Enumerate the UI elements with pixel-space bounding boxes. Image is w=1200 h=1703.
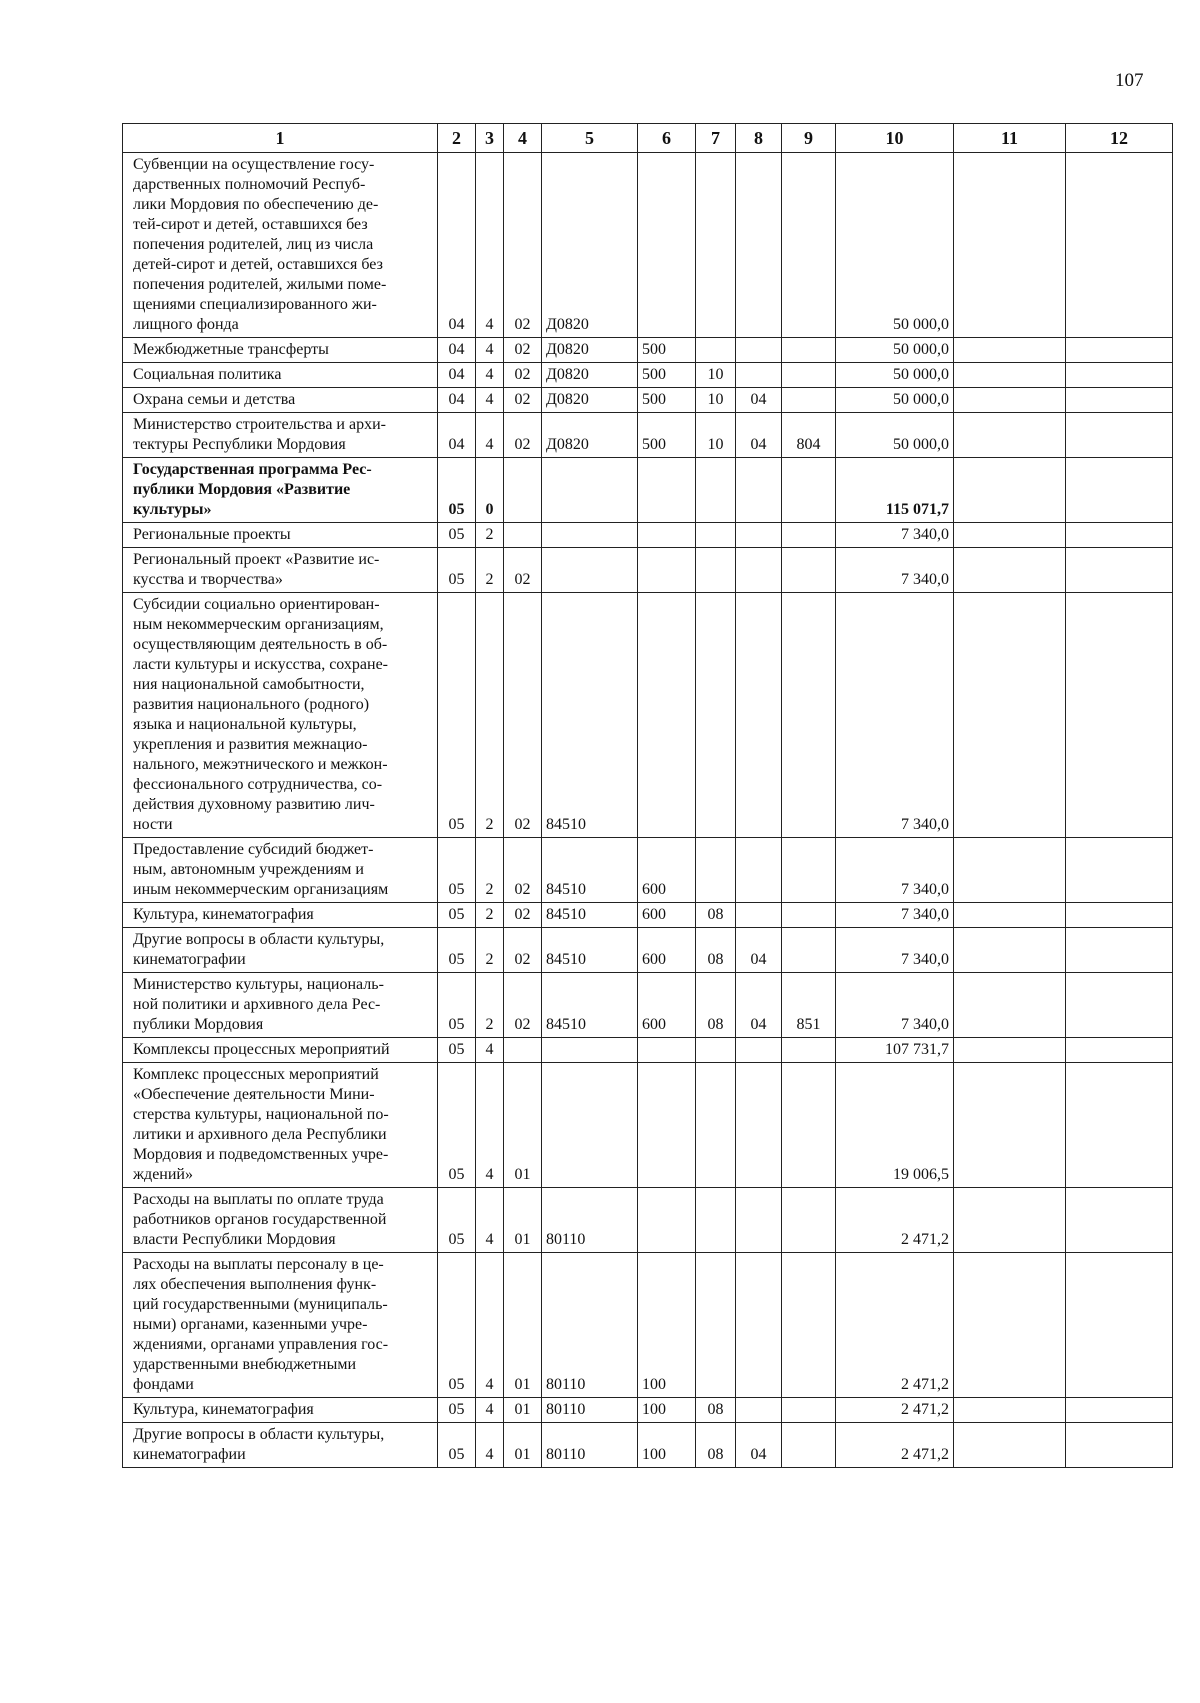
row-name: Государственная программа Рес- публики Мордовия «Развитие культуры» <box>123 458 438 523</box>
column-header: 1 <box>123 124 438 153</box>
cell-c10: 50 000,0 <box>836 363 954 388</box>
cell-c11 <box>954 1188 1066 1253</box>
cell-c7 <box>696 593 736 838</box>
cell-c8 <box>736 1188 782 1253</box>
cell-c7: 08 <box>696 1398 736 1423</box>
cell-c9 <box>782 1253 836 1398</box>
cell-c10: 7 340,0 <box>836 973 954 1038</box>
table-body <box>123 153 1173 1468</box>
cell-c9 <box>782 458 836 523</box>
cell-c12 <box>1066 153 1173 338</box>
cell-c5: 84510 <box>542 973 638 1038</box>
column-header: 11 <box>954 124 1066 153</box>
cell-c7: 10 <box>696 413 736 458</box>
cell-c9 <box>782 153 836 338</box>
cell-c9 <box>782 1423 836 1468</box>
cell-c12 <box>1066 1423 1173 1468</box>
cell-c3: 4 <box>476 1423 504 1468</box>
cell-c12 <box>1066 593 1173 838</box>
row-name: Другие вопросы в области культуры, кинематографии <box>123 928 438 973</box>
cell-c6: 600 <box>638 903 696 928</box>
cell-c5: Д0820 <box>542 363 638 388</box>
cell-c10: 7 340,0 <box>836 928 954 973</box>
table-row <box>123 338 1173 363</box>
cell-c6 <box>638 1188 696 1253</box>
cell-c11 <box>954 388 1066 413</box>
cell-c4: 02 <box>504 548 542 593</box>
cell-c9 <box>782 1038 836 1063</box>
cell-c12 <box>1066 1063 1173 1188</box>
cell-c6: 600 <box>638 928 696 973</box>
cell-c7 <box>696 1038 736 1063</box>
cell-c5: 80110 <box>542 1423 638 1468</box>
cell-c6 <box>638 458 696 523</box>
column-header: 5 <box>542 124 638 153</box>
cell-c2: 05 <box>438 928 476 973</box>
column-header: 10 <box>836 124 954 153</box>
cell-c4: 02 <box>504 388 542 413</box>
cell-c5: 84510 <box>542 838 638 903</box>
cell-c12 <box>1066 413 1173 458</box>
cell-c5 <box>542 1038 638 1063</box>
cell-c2: 05 <box>438 523 476 548</box>
cell-c12 <box>1066 928 1173 973</box>
cell-c2: 05 <box>438 973 476 1038</box>
cell-c8 <box>736 338 782 363</box>
cell-c3: 2 <box>476 838 504 903</box>
cell-c2: 05 <box>438 1063 476 1188</box>
cell-c10: 50 000,0 <box>836 338 954 363</box>
cell-c2: 05 <box>438 838 476 903</box>
row-name: Субвенции на осуществление госу- дарственных полномочий Респуб- лики Мордовия по обеспечению де- тей-сирот и детей, оставшихся без попечения родителей, лиц из числа детей-сирот и детей, оставшихся без попечения родителей, жилыми поме- щениями специализированного жи- лищного фонда <box>123 153 438 338</box>
row-name: Министерство строительства и архи- тектуры Республики Мордовия <box>123 413 438 458</box>
cell-c3: 2 <box>476 548 504 593</box>
cell-c5: 80110 <box>542 1188 638 1253</box>
table-row <box>123 153 1173 338</box>
cell-c4 <box>504 458 542 523</box>
column-header: 9 <box>782 124 836 153</box>
cell-c6: 600 <box>638 973 696 1038</box>
cell-c4: 02 <box>504 593 542 838</box>
cell-c8: 04 <box>736 413 782 458</box>
cell-c12 <box>1066 1188 1173 1253</box>
cell-c10: 115 071,7 <box>836 458 954 523</box>
table-row <box>123 523 1173 548</box>
cell-c2: 04 <box>438 338 476 363</box>
cell-c3: 4 <box>476 1398 504 1423</box>
cell-c4: 02 <box>504 363 542 388</box>
cell-c12 <box>1066 1398 1173 1423</box>
cell-c12 <box>1066 388 1173 413</box>
cell-c6: 600 <box>638 838 696 903</box>
cell-c7 <box>696 523 736 548</box>
table-row <box>123 593 1173 838</box>
cell-c9 <box>782 363 836 388</box>
cell-c7 <box>696 338 736 363</box>
cell-c7 <box>696 1253 736 1398</box>
cell-c6 <box>638 548 696 593</box>
table-row <box>123 838 1173 903</box>
cell-c3: 4 <box>476 363 504 388</box>
table-row <box>123 928 1173 973</box>
cell-c11 <box>954 458 1066 523</box>
cell-c3: 2 <box>476 973 504 1038</box>
cell-c8 <box>736 1253 782 1398</box>
column-header: 6 <box>638 124 696 153</box>
cell-c10: 7 340,0 <box>836 593 954 838</box>
cell-c8 <box>736 548 782 593</box>
cell-c6: 500 <box>638 388 696 413</box>
cell-c6: 500 <box>638 338 696 363</box>
cell-c12 <box>1066 338 1173 363</box>
cell-c11 <box>954 973 1066 1038</box>
cell-c8 <box>736 1063 782 1188</box>
cell-c4: 02 <box>504 973 542 1038</box>
cell-c8: 04 <box>736 388 782 413</box>
cell-c6: 100 <box>638 1423 696 1468</box>
cell-c2: 05 <box>438 1398 476 1423</box>
cell-c8 <box>736 523 782 548</box>
table-row <box>123 1423 1173 1468</box>
cell-c12 <box>1066 838 1173 903</box>
cell-c2: 04 <box>438 388 476 413</box>
cell-c6 <box>638 593 696 838</box>
cell-c9 <box>782 593 836 838</box>
cell-c2: 05 <box>438 548 476 593</box>
cell-c7 <box>696 838 736 903</box>
row-name: Предоставление субсидий бюджет- ным, автономным учреждениям и иным некоммерческим организациям <box>123 838 438 903</box>
cell-c2: 04 <box>438 363 476 388</box>
cell-c11 <box>954 593 1066 838</box>
cell-c3: 4 <box>476 1063 504 1188</box>
cell-c5: 80110 <box>542 1253 638 1398</box>
cell-c9 <box>782 388 836 413</box>
cell-c8 <box>736 1038 782 1063</box>
cell-c5 <box>542 523 638 548</box>
cell-c12 <box>1066 973 1173 1038</box>
column-header: 4 <box>504 124 542 153</box>
cell-c9 <box>782 1398 836 1423</box>
row-name: Межбюджетные трансферты <box>123 338 438 363</box>
cell-c11 <box>954 153 1066 338</box>
cell-c11 <box>954 523 1066 548</box>
row-name: Расходы на выплаты по оплате труда работников органов государственной власти Республики Мордовия <box>123 1188 438 1253</box>
cell-c9 <box>782 903 836 928</box>
row-name: Субсидии социально ориентирован- ным некоммерческим организациям, осуществляющим деятельность в об- ласти культуры и искусства, сохране- ния национальной самобытности, развития национального (родного) языка и национальной культуры, укрепления и развития межнацио- нального, межэтнического и межкон- фессионального сотрудничества, со- действия духовному развитию лич- ности <box>123 593 438 838</box>
cell-c9: 804 <box>782 413 836 458</box>
cell-c9 <box>782 928 836 973</box>
cell-c8 <box>736 363 782 388</box>
cell-c3: 4 <box>476 1038 504 1063</box>
table-row <box>123 1398 1173 1423</box>
cell-c4: 02 <box>504 928 542 973</box>
cell-c12 <box>1066 363 1173 388</box>
cell-c11 <box>954 413 1066 458</box>
cell-c4: 01 <box>504 1398 542 1423</box>
cell-c6: 500 <box>638 363 696 388</box>
table-row <box>123 1253 1173 1398</box>
row-name: Комплекс процессных мероприятий «Обеспечение деятельности Мини- стерства культуры, национальной по- литики и архивного дела Республики Мордовия и подведомственных учре- ждений» <box>123 1063 438 1188</box>
cell-c6: 500 <box>638 413 696 458</box>
cell-c10: 2 471,2 <box>836 1398 954 1423</box>
cell-c9 <box>782 1063 836 1188</box>
cell-c6 <box>638 523 696 548</box>
cell-c11 <box>954 363 1066 388</box>
cell-c8 <box>736 153 782 338</box>
table-row <box>123 458 1173 523</box>
cell-c12 <box>1066 523 1173 548</box>
cell-c12 <box>1066 458 1173 523</box>
column-header: 7 <box>696 124 736 153</box>
cell-c3: 2 <box>476 523 504 548</box>
table-row <box>123 363 1173 388</box>
cell-c4: 02 <box>504 903 542 928</box>
cell-c11 <box>954 1253 1066 1398</box>
cell-c3: 0 <box>476 458 504 523</box>
cell-c3: 2 <box>476 593 504 838</box>
cell-c4: 01 <box>504 1423 542 1468</box>
cell-c5: 80110 <box>542 1398 638 1423</box>
cell-c10: 50 000,0 <box>836 153 954 338</box>
cell-c3: 4 <box>476 1253 504 1398</box>
row-name: Комплексы процессных мероприятий <box>123 1038 438 1063</box>
cell-c10: 50 000,0 <box>836 413 954 458</box>
cell-c4 <box>504 1038 542 1063</box>
cell-c12 <box>1066 1253 1173 1398</box>
cell-c5 <box>542 1063 638 1188</box>
cell-c11 <box>954 548 1066 593</box>
cell-c7 <box>696 1063 736 1188</box>
table-row <box>123 1038 1173 1063</box>
table-row <box>123 1188 1173 1253</box>
cell-c9 <box>782 548 836 593</box>
cell-c6 <box>638 1038 696 1063</box>
cell-c5: 84510 <box>542 593 638 838</box>
cell-c11 <box>954 838 1066 903</box>
column-header: 8 <box>736 124 782 153</box>
cell-c9 <box>782 523 836 548</box>
cell-c10: 7 340,0 <box>836 523 954 548</box>
cell-c9 <box>782 838 836 903</box>
cell-c11 <box>954 903 1066 928</box>
cell-c3: 4 <box>476 388 504 413</box>
cell-c7: 08 <box>696 928 736 973</box>
cell-c4: 01 <box>504 1253 542 1398</box>
cell-c11 <box>954 338 1066 363</box>
cell-c3: 4 <box>476 338 504 363</box>
cell-c12 <box>1066 1038 1173 1063</box>
row-name: Культура, кинематография <box>123 1398 438 1423</box>
cell-c8: 04 <box>736 973 782 1038</box>
cell-c12 <box>1066 903 1173 928</box>
cell-c3: 2 <box>476 903 504 928</box>
cell-c10: 2 471,2 <box>836 1423 954 1468</box>
table-row <box>123 413 1173 458</box>
cell-c4: 02 <box>504 838 542 903</box>
cell-c2: 05 <box>438 1253 476 1398</box>
cell-c2: 05 <box>438 1423 476 1468</box>
cell-c3: 4 <box>476 413 504 458</box>
cell-c8 <box>736 1398 782 1423</box>
cell-c8 <box>736 903 782 928</box>
table-row <box>123 903 1173 928</box>
cell-c11 <box>954 1038 1066 1063</box>
cell-c6 <box>638 1063 696 1188</box>
cell-c4: 02 <box>504 338 542 363</box>
cell-c8 <box>736 838 782 903</box>
cell-c10: 107 731,7 <box>836 1038 954 1063</box>
row-name: Министерство культуры, националь- ной политики и архивного дела Рес- публики Мордовия <box>123 973 438 1038</box>
cell-c5: Д0820 <box>542 338 638 363</box>
cell-c2: 05 <box>438 903 476 928</box>
cell-c4: 02 <box>504 413 542 458</box>
row-name: Расходы на выплаты персоналу в це- лях обеспечения выполнения функ- ций государственными (муниципаль- ными) органами, казенными учре- ждениями, органами управления гос- ударственными внебюджетными фондами <box>123 1253 438 1398</box>
cell-c10: 7 340,0 <box>836 903 954 928</box>
cell-c5: 84510 <box>542 928 638 973</box>
cell-c10: 19 006,5 <box>836 1063 954 1188</box>
cell-c2: 05 <box>438 1188 476 1253</box>
cell-c8: 04 <box>736 1423 782 1468</box>
cell-c8: 04 <box>736 928 782 973</box>
column-header: 12 <box>1066 124 1173 153</box>
cell-c10: 2 471,2 <box>836 1188 954 1253</box>
cell-c4: 01 <box>504 1063 542 1188</box>
cell-c7 <box>696 548 736 593</box>
cell-c3: 4 <box>476 153 504 338</box>
cell-c2: 05 <box>438 593 476 838</box>
cell-c6: 100 <box>638 1398 696 1423</box>
cell-c2: 04 <box>438 413 476 458</box>
cell-c7: 08 <box>696 973 736 1038</box>
cell-c8 <box>736 593 782 838</box>
cell-c7 <box>696 1188 736 1253</box>
cell-c5: 84510 <box>542 903 638 928</box>
table-row <box>123 388 1173 413</box>
table-row <box>123 1063 1173 1188</box>
row-name: Региональный проект «Развитие ис- кусства и творчества» <box>123 548 438 593</box>
column-header: 3 <box>476 124 504 153</box>
cell-c6 <box>638 153 696 338</box>
cell-c10: 50 000,0 <box>836 388 954 413</box>
cell-c2: 04 <box>438 153 476 338</box>
cell-c5 <box>542 548 638 593</box>
cell-c9 <box>782 1188 836 1253</box>
page-number: 107 <box>1115 70 1144 91</box>
cell-c7: 08 <box>696 903 736 928</box>
budget-table <box>122 123 1173 1468</box>
cell-c7: 10 <box>696 388 736 413</box>
cell-c5: Д0820 <box>542 153 638 338</box>
cell-c5: Д0820 <box>542 413 638 458</box>
cell-c10: 7 340,0 <box>836 838 954 903</box>
table-row <box>123 548 1173 593</box>
table-row <box>123 973 1173 1038</box>
column-header: 2 <box>438 124 476 153</box>
cell-c3: 4 <box>476 1188 504 1253</box>
cell-c11 <box>954 1398 1066 1423</box>
cell-c11 <box>954 1423 1066 1468</box>
cell-c5 <box>542 458 638 523</box>
cell-c2: 05 <box>438 1038 476 1063</box>
cell-c9: 851 <box>782 973 836 1038</box>
row-name: Культура, кинематография <box>123 903 438 928</box>
cell-c7: 08 <box>696 1423 736 1468</box>
cell-c11 <box>954 928 1066 973</box>
cell-c10: 2 471,2 <box>836 1253 954 1398</box>
cell-c7 <box>696 458 736 523</box>
cell-c3: 2 <box>476 928 504 973</box>
cell-c11 <box>954 1063 1066 1188</box>
row-name: Другие вопросы в области культуры, кинематографии <box>123 1423 438 1468</box>
cell-c6: 100 <box>638 1253 696 1398</box>
cell-c2: 05 <box>438 458 476 523</box>
cell-c8 <box>736 458 782 523</box>
cell-c4: 02 <box>504 153 542 338</box>
cell-c7: 10 <box>696 363 736 388</box>
cell-c7 <box>696 153 736 338</box>
cell-c5: Д0820 <box>542 388 638 413</box>
table-header-row <box>123 124 1173 153</box>
cell-c12 <box>1066 548 1173 593</box>
cell-c4 <box>504 523 542 548</box>
row-name: Охрана семьи и детства <box>123 388 438 413</box>
cell-c10: 7 340,0 <box>836 548 954 593</box>
cell-c9 <box>782 338 836 363</box>
cell-c4: 01 <box>504 1188 542 1253</box>
row-name: Региональные проекты <box>123 523 438 548</box>
row-name: Социальная политика <box>123 363 438 388</box>
